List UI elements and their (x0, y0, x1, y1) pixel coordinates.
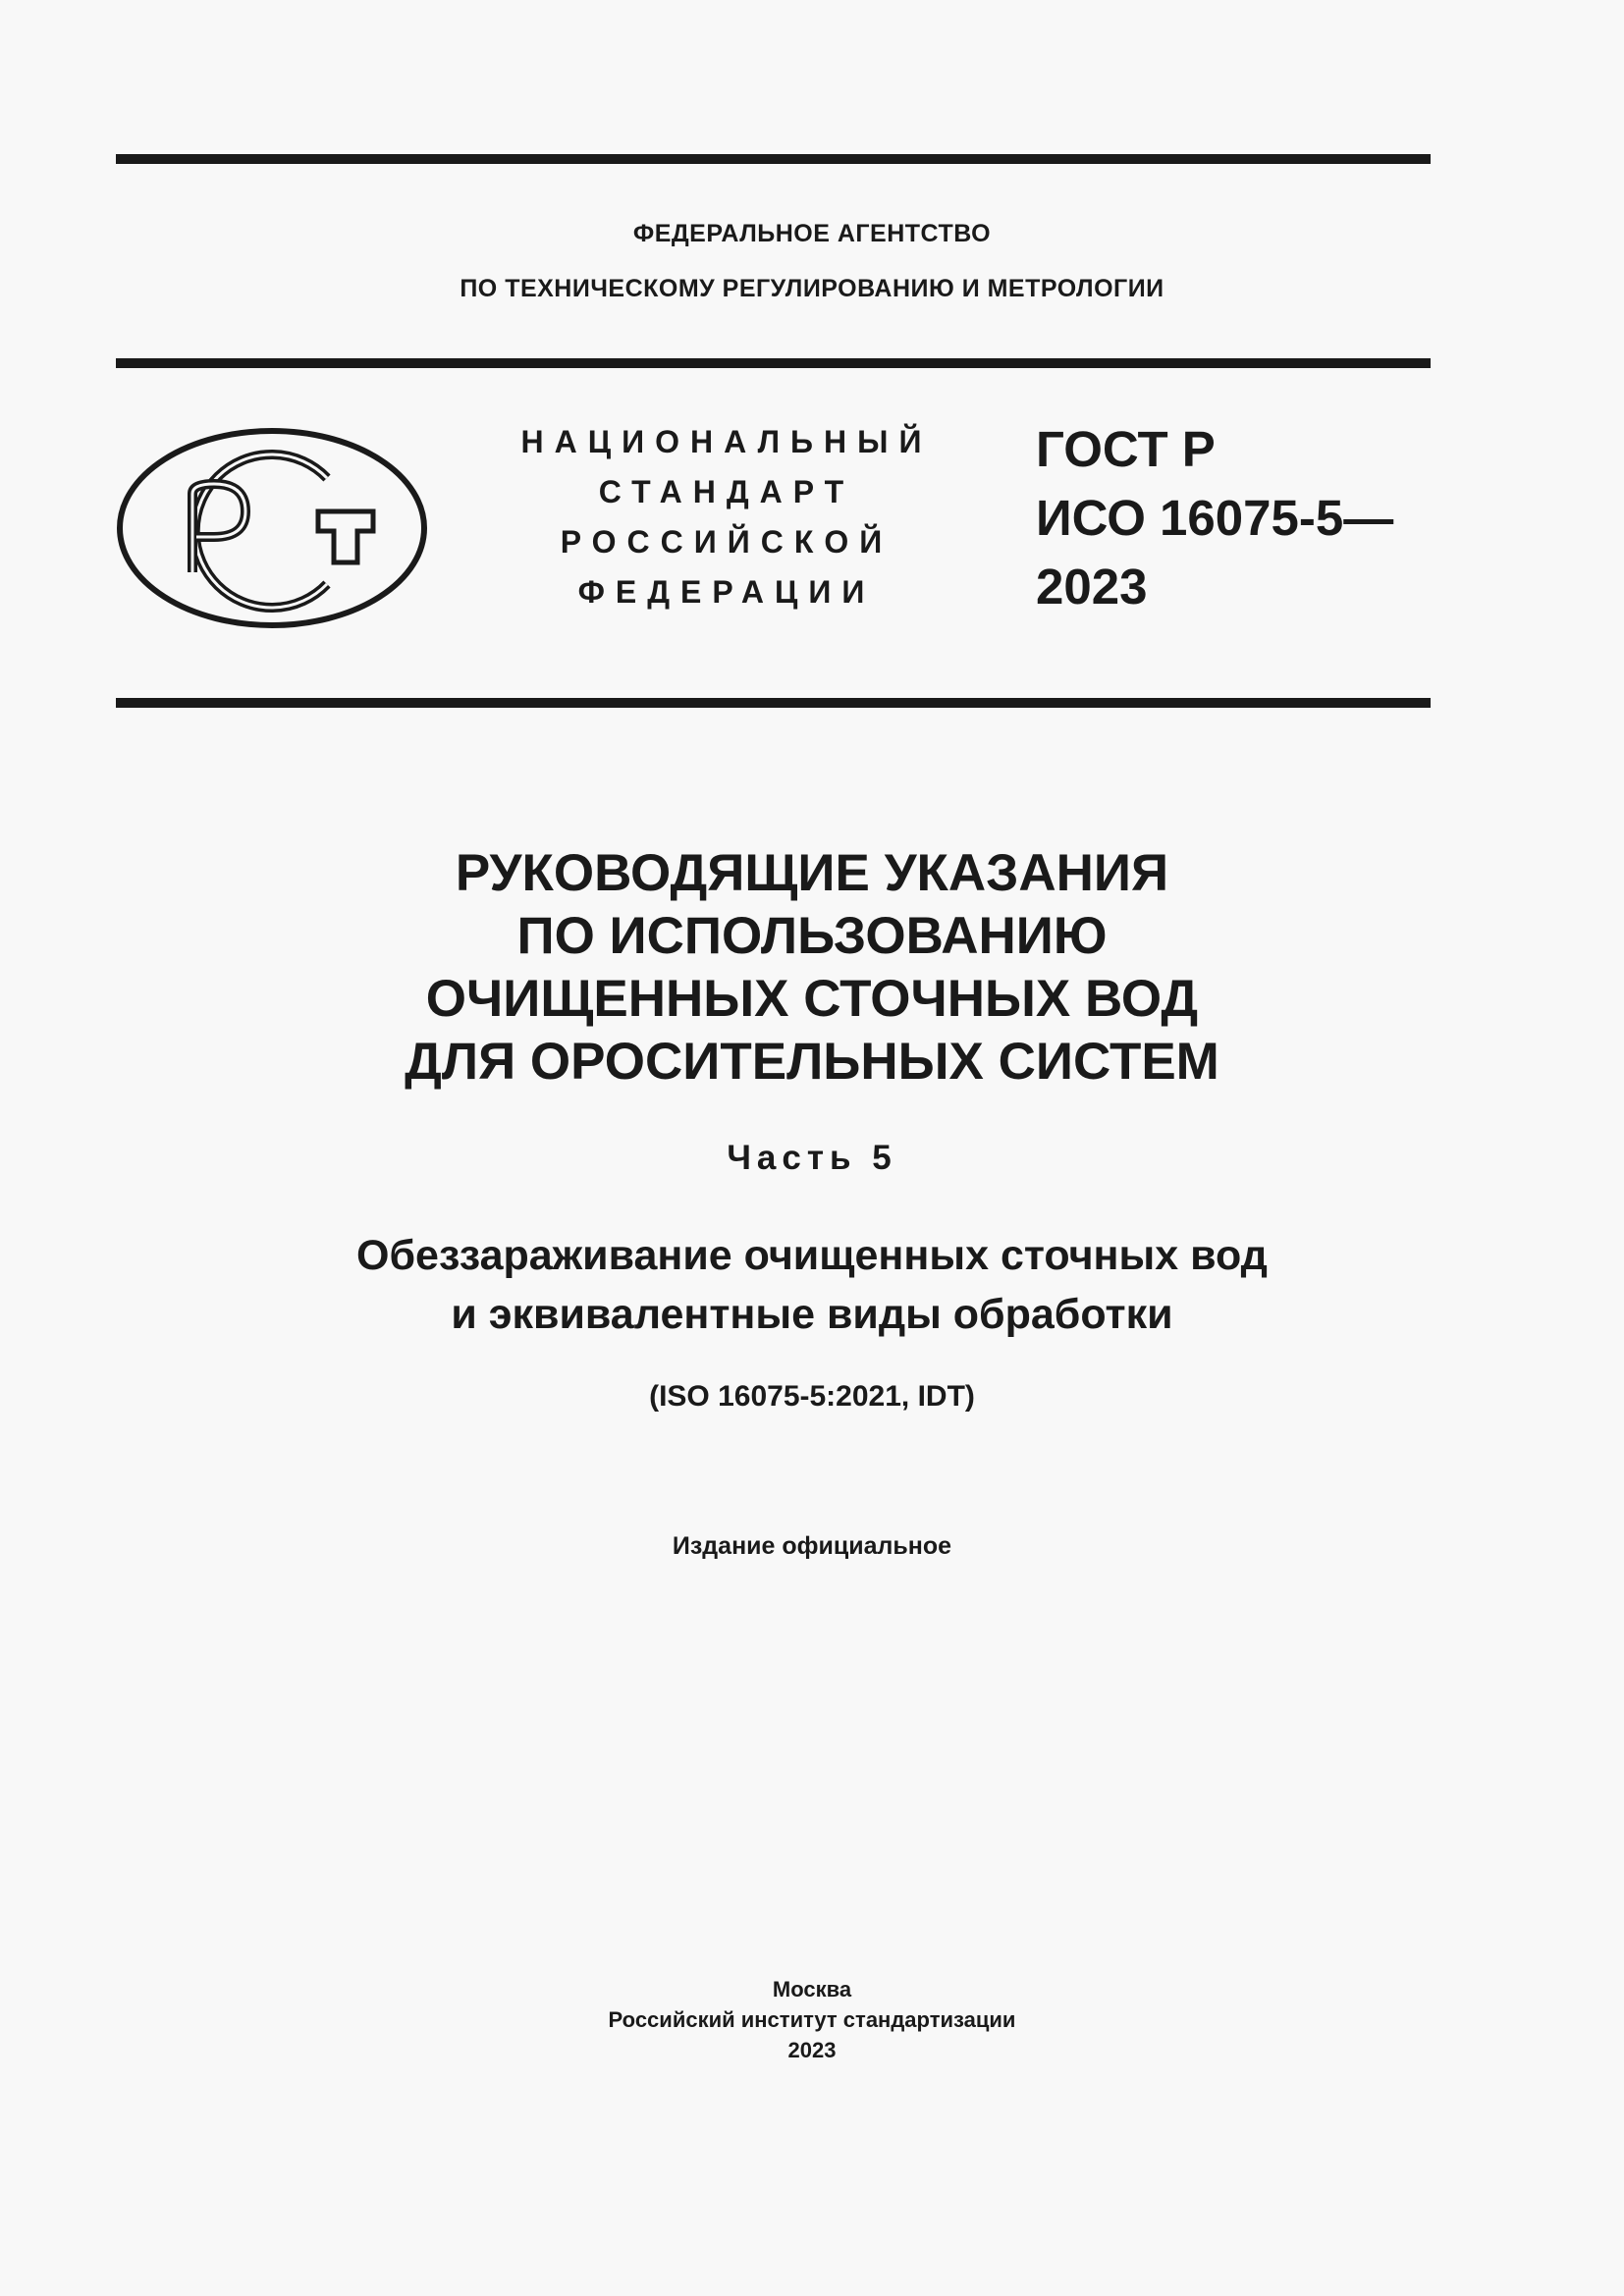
document-title (0, 842, 1624, 1094)
national-standard-line-3: РОССИЙСКОЙ (560, 524, 893, 560)
middle-rule (116, 698, 1431, 708)
standard-designation (1036, 415, 1393, 621)
title-line-4: ДЛЯ ОРОСИТЕЛЬНЫХ СИСТЕМ (405, 1033, 1219, 1091)
title-line-3: ОЧИЩЕННЫХ СТОЧНЫХ ВОД (425, 970, 1199, 1028)
agency-name-line-1: ФЕДЕРАЛЬНОЕ АГЕНТСТВО (632, 220, 992, 247)
top-rule (116, 154, 1431, 164)
imprint-publisher: Российский институт стандартизации (608, 2007, 1016, 2032)
title-line-1: РУКОВОДЯЩИЕ УКАЗАНИЯ (455, 844, 1169, 902)
document-subtitle (0, 1226, 1624, 1344)
title-line-2: ПО ИСПОЛЬЗОВАНИЮ (516, 907, 1108, 965)
agency-name-line-2: ПО ТЕХНИЧЕСКОМУ РЕГУЛИРОВАНИЮ И МЕТРОЛОГИИ (460, 275, 1164, 302)
imprint-year: 2023 (787, 2038, 837, 2062)
part-label: Часть 5 (727, 1139, 897, 1177)
imprint (0, 1974, 1624, 2065)
edition-label: Издание официальное (672, 1532, 952, 1560)
national-standard-line-1: НАЦИОНАЛЬНЫЙ (520, 424, 933, 459)
national-standard-line-2: СТАНДАРТ (598, 474, 855, 509)
iso-reference: (ISO 16075-5:2021, IDT) (649, 1380, 975, 1413)
designation-line-1: ГОСТ Р (1036, 421, 1216, 477)
imprint-city: Москва (772, 1977, 852, 2002)
designation-line-3: 2023 (1036, 559, 1148, 614)
national-standard-line-4: ФЕДЕРАЦИИ (577, 574, 876, 610)
designation-line-2: ИСО 16075-5— (1036, 490, 1394, 546)
header-rule (116, 358, 1431, 368)
subtitle-line-1: Обеззараживание очищенных сточных вод (356, 1232, 1268, 1279)
subtitle-line-2: и эквивалентные виды обработки (451, 1291, 1173, 1338)
rst-logo-icon (116, 427, 428, 629)
